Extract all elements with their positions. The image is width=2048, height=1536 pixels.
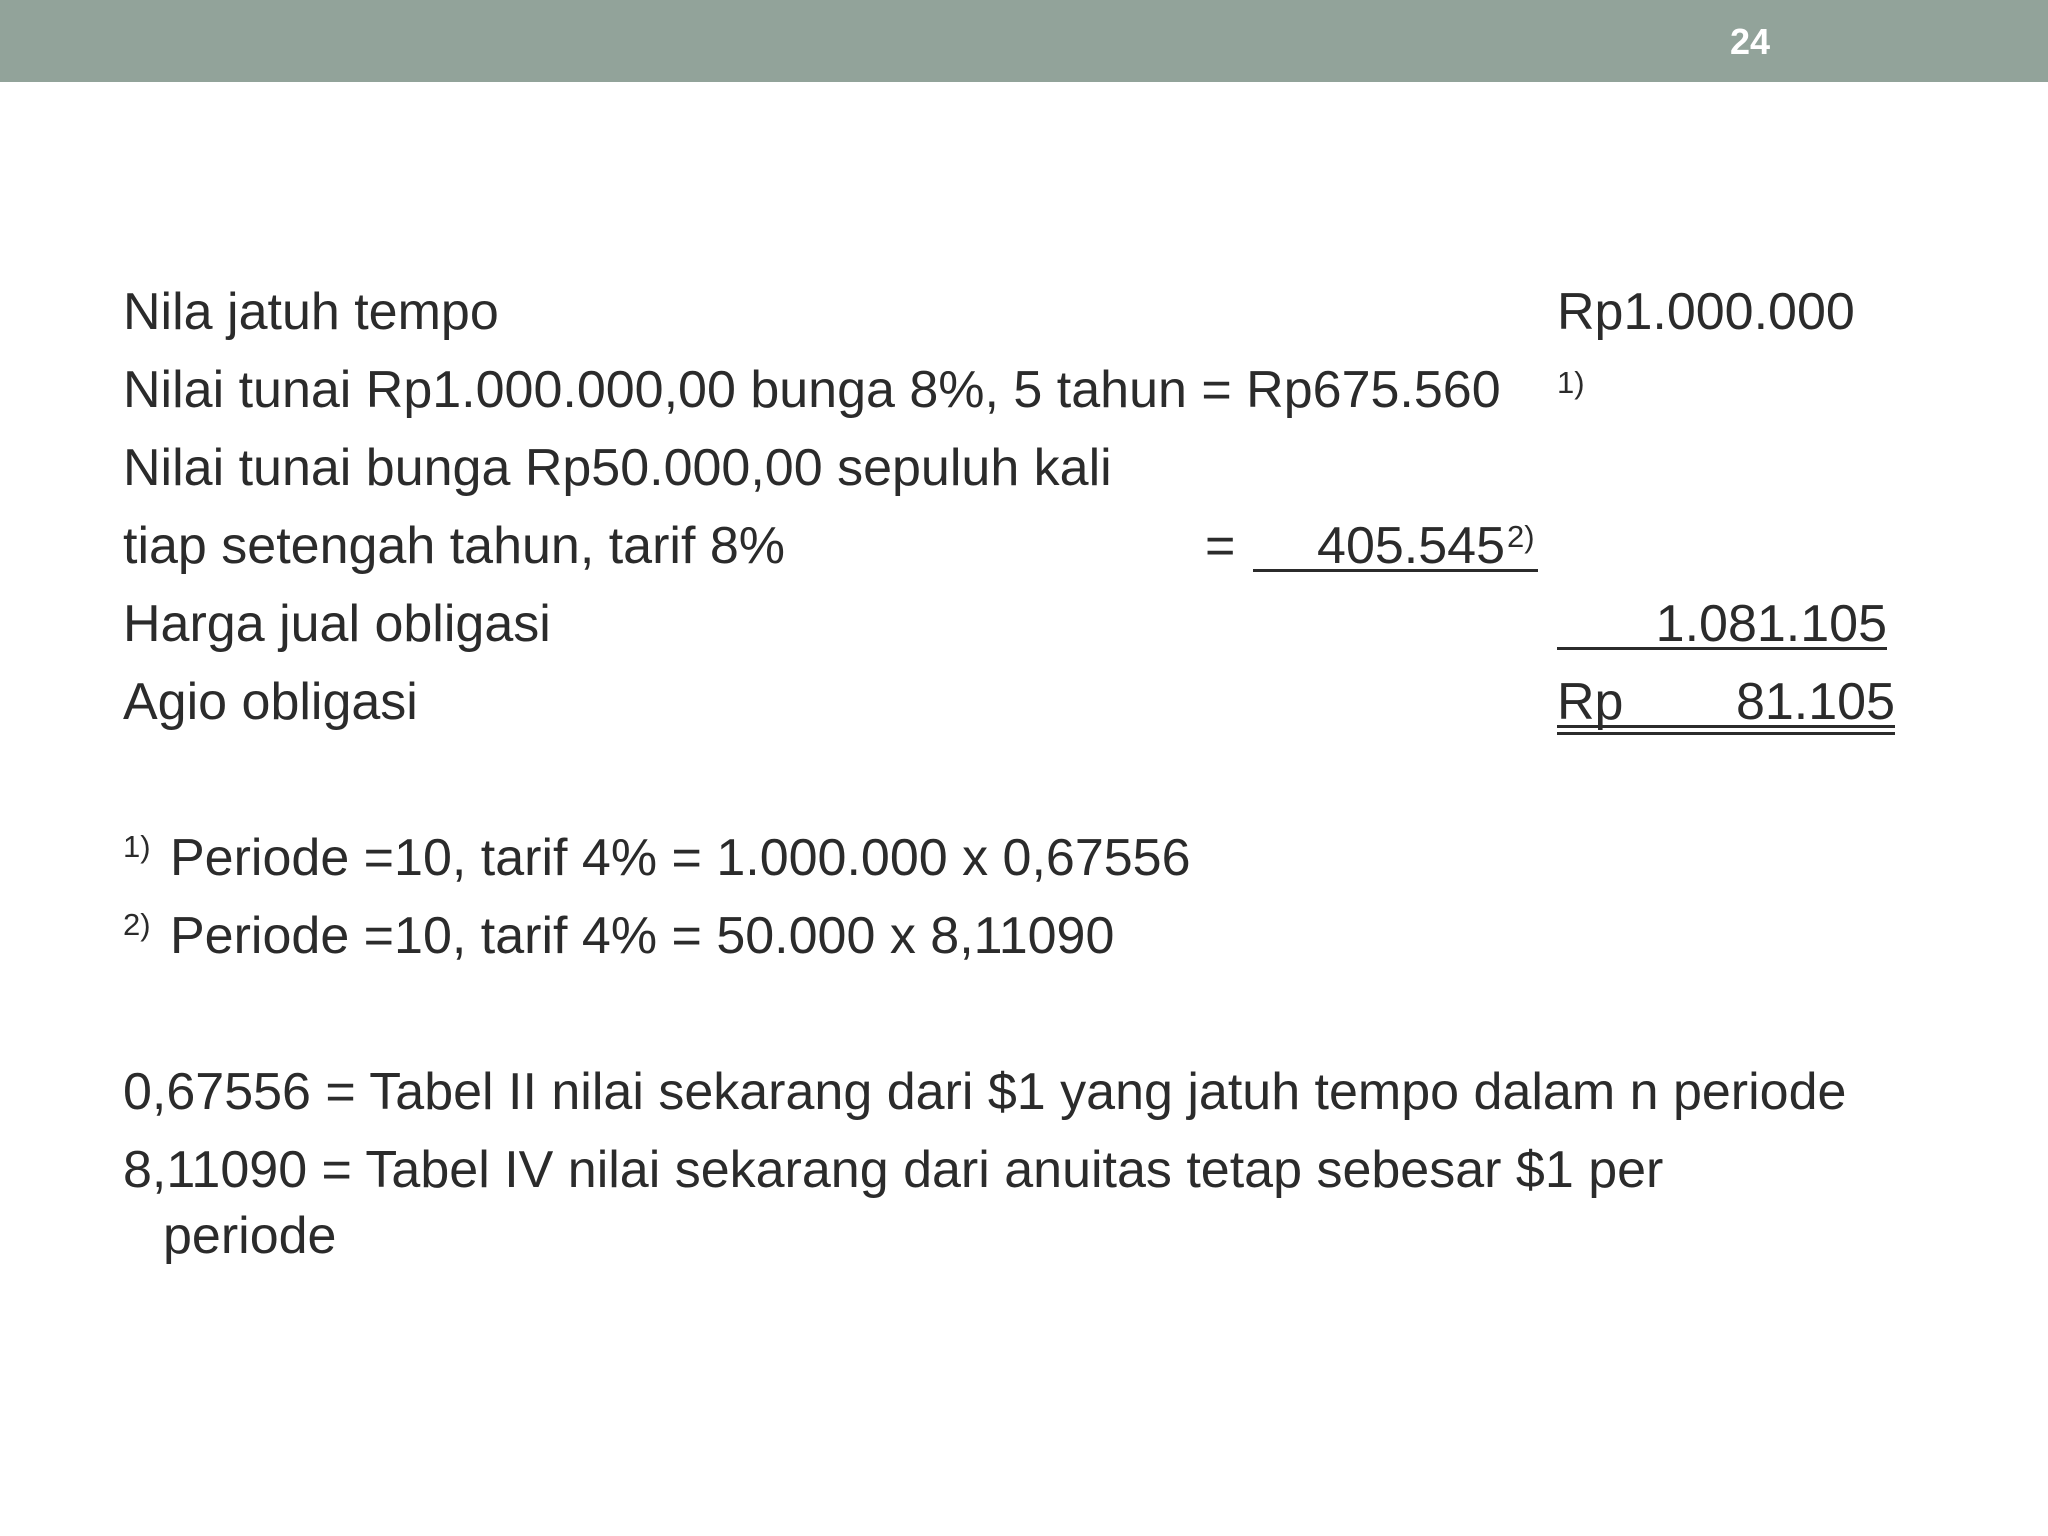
total-underline xyxy=(1557,647,1887,650)
row-value-agio: 81.105 xyxy=(1735,673,1895,731)
equals-sign: = xyxy=(1205,517,1236,575)
header-bar xyxy=(0,0,2048,82)
row-value-nilai-jatuh-tempo: Rp1.000.000 xyxy=(1557,283,1855,341)
row-nilai-tunai-pokok: Nilai tunai Rp1.000.000,00 bunga 8%, 5 tahun = Rp675.560 xyxy=(123,361,1501,419)
footnote-text-1: Periode =10, tarif 4% = 1.000.000 x 0,67556 xyxy=(170,829,1191,887)
footnote-text-2: Periode =10, tarif 4% = 50.000 x 8,11090 xyxy=(170,907,1115,965)
subtotal-underline xyxy=(1253,569,1538,572)
double-underline-top xyxy=(1557,725,1895,728)
double-underline-bottom xyxy=(1557,732,1895,735)
page-number: 24 xyxy=(1729,21,1771,62)
row-label-agio: Agio obligasi xyxy=(123,673,418,731)
footnote-ref-2: 2) xyxy=(1507,519,1535,554)
footnote-marker-1: 1) xyxy=(123,829,151,864)
row-nilai-tunai-bunga: Nilai tunai bunga Rp50.000,00 sepuluh kali xyxy=(123,439,1112,497)
row-label-harga-jual: Harga jual obligasi xyxy=(123,595,551,653)
row-value-nilai-tunai-bunga: 405.545 xyxy=(1317,517,1505,575)
note-tabel-iv-continuation: periode xyxy=(163,1207,337,1265)
footnote-marker-2: 2) xyxy=(123,907,151,942)
row-label-nilai-jatuh-tempo: Nila jatuh tempo xyxy=(123,283,499,341)
footnote-ref-1: 1) xyxy=(1557,365,1585,400)
row-currency-agio: Rp xyxy=(1557,673,1624,731)
row-label-setengah-tahun: tiap setengah tahun, tarif 8% xyxy=(123,517,786,575)
note-tabel-iv: 8,11090 = Tabel IV nilai sekarang dari anuitas tetap sebesar $1 per xyxy=(123,1141,1664,1199)
note-tabel-ii: 0,67556 = Tabel II nilai sekarang dari $1 yang jatuh tempo dalam n periode xyxy=(123,1063,1847,1121)
row-value-harga-jual: 1.081.105 xyxy=(1655,595,1887,653)
